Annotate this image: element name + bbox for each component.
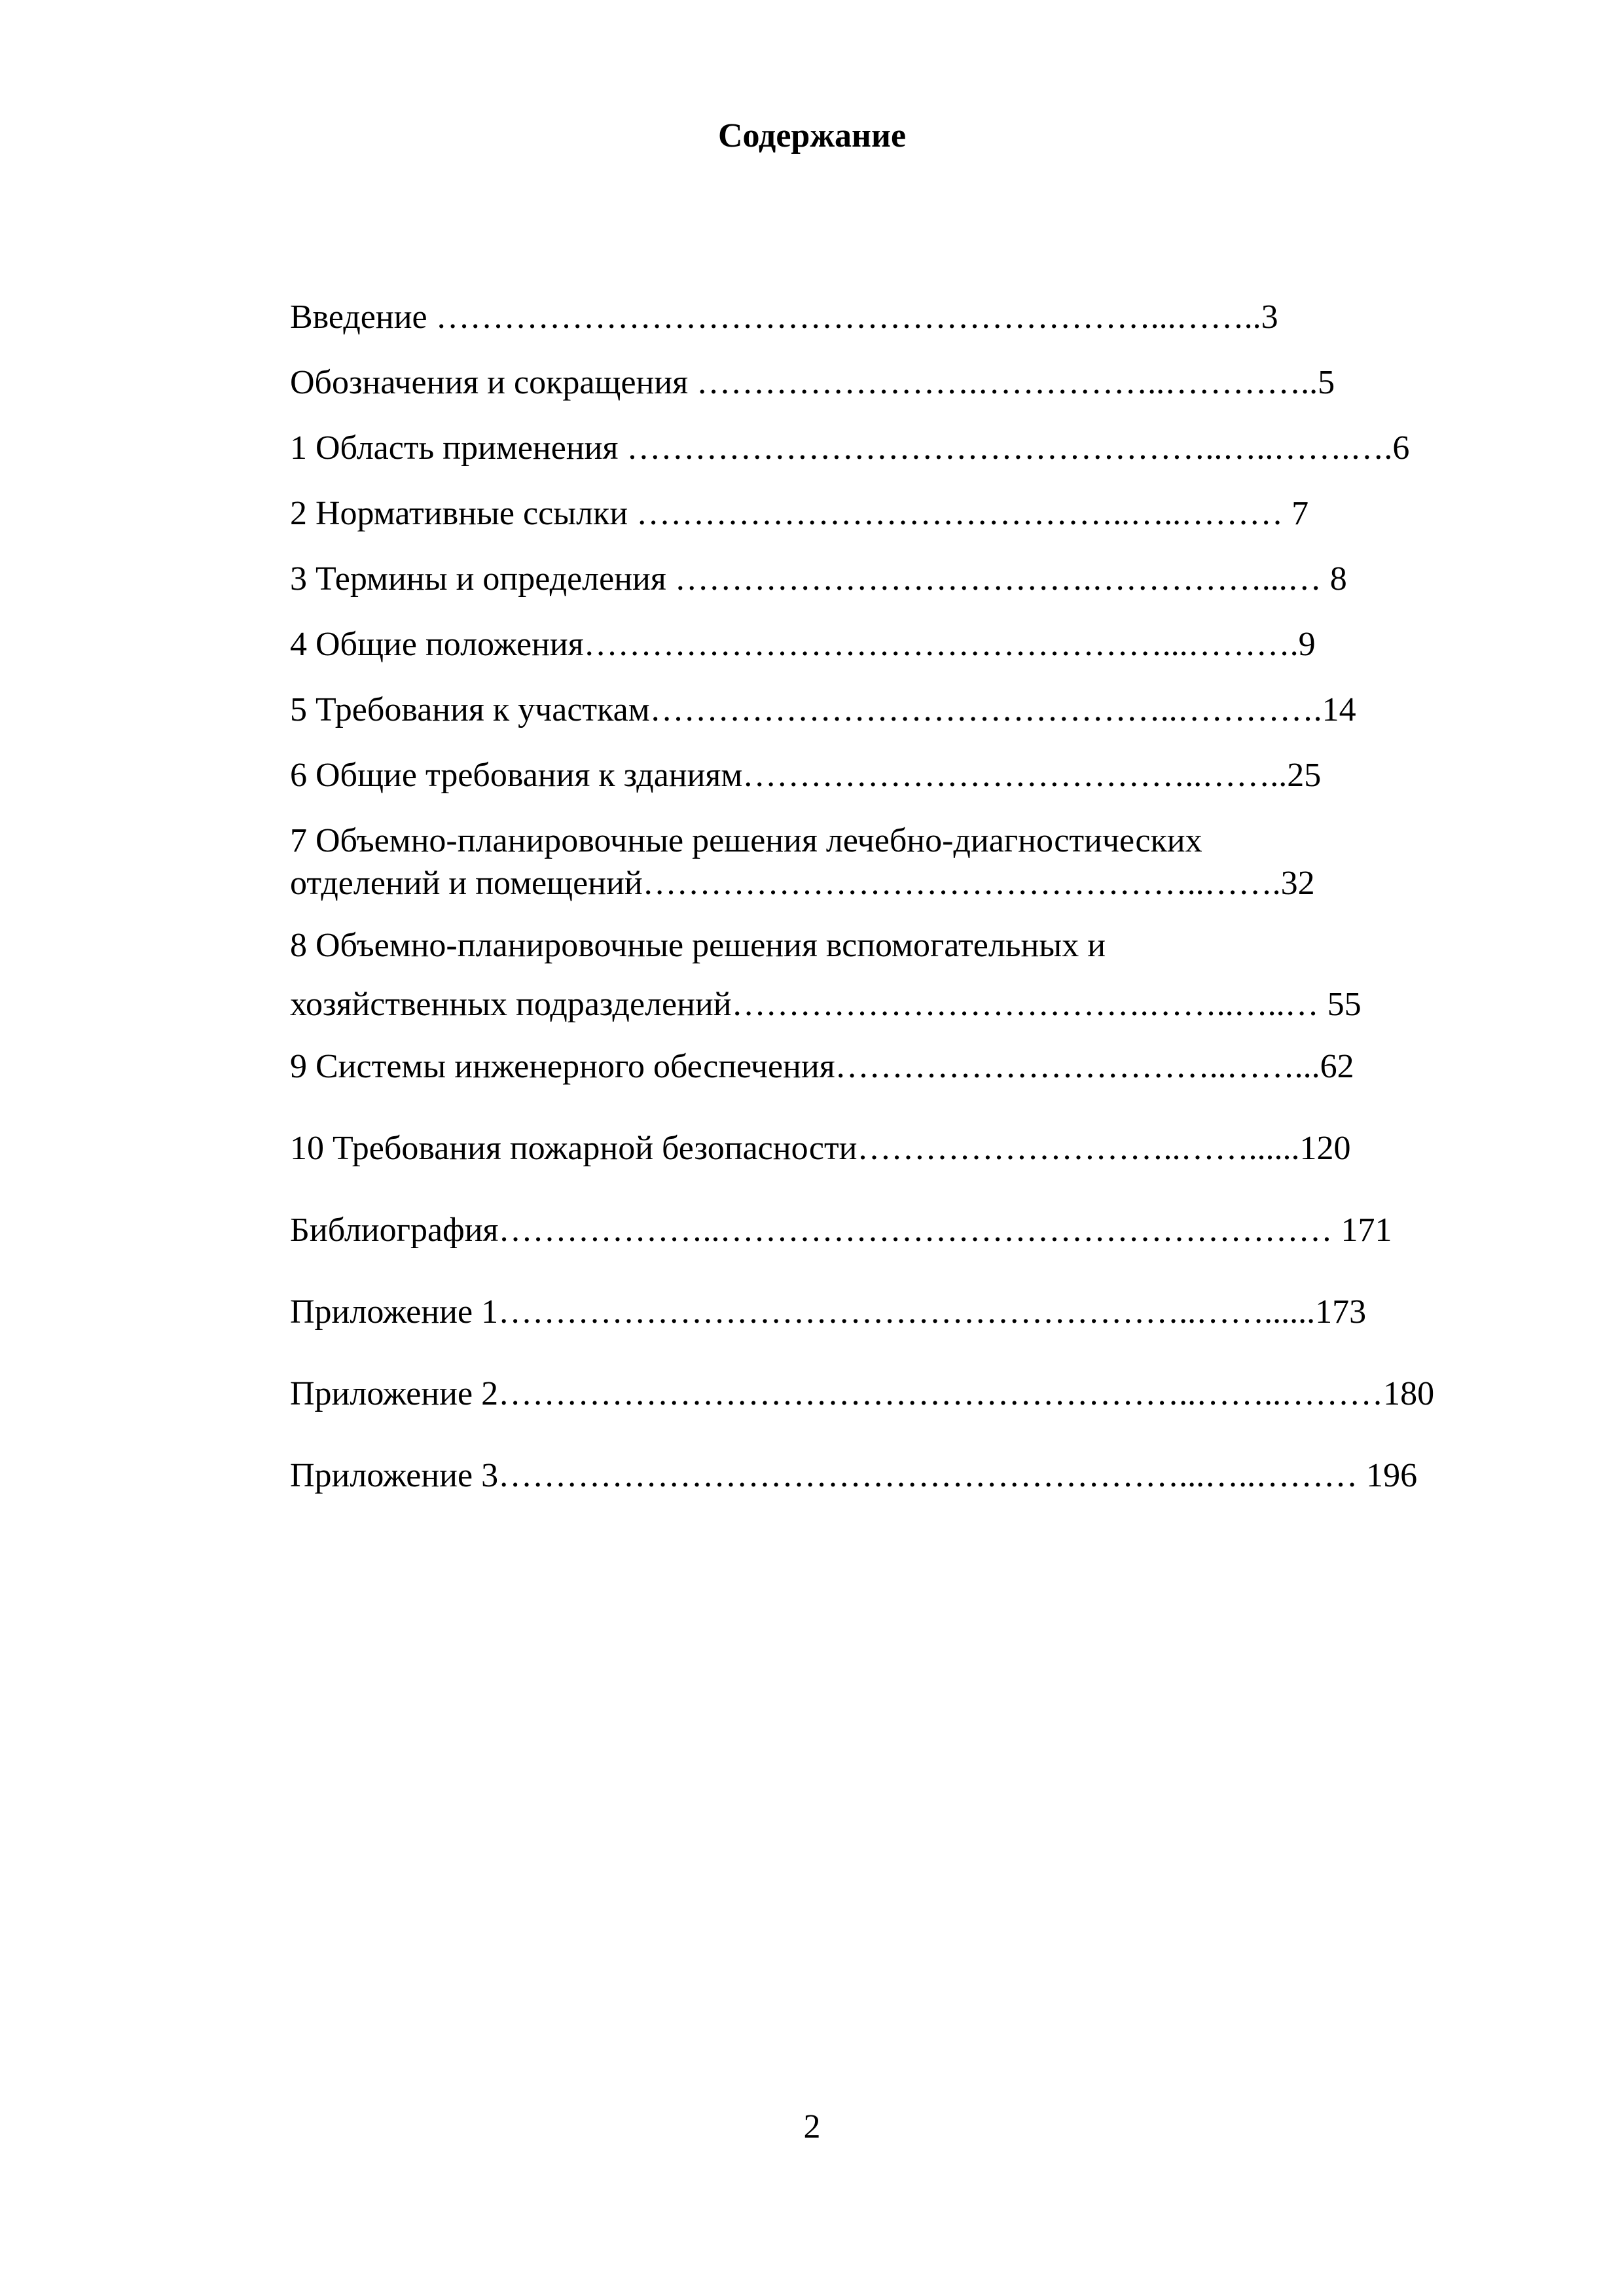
toc-entry-fire-safety [290, 1129, 1351, 1168]
page-title: Содержание [717, 117, 907, 154]
toc-entry-title: Библиография [290, 1211, 499, 1249]
toc-entry-auxiliary-units-line1 [290, 926, 1106, 965]
toc-entry-title: 8 Объемно-планировочные решения вспомогательных и [290, 927, 1106, 964]
toc-page-number: 14 [1322, 691, 1356, 728]
toc-entry-title: 6 Общие требования к зданиям [290, 757, 743, 794]
toc-dot-leader: ……………………………………………………..……...... [498, 1293, 1316, 1331]
toc-dot-leader: ………………..……………………………………………… [498, 1211, 1341, 1249]
toc-dot-leader: ………………………………………..…………. [649, 691, 1322, 728]
toc-dot-leader: ……………………………..……... [835, 1048, 1320, 1085]
toc-entry-title: 10 Требования пожарной безопасности [290, 1130, 857, 1167]
toc-dot-leader: ……………………………………………………..……..……… [498, 1375, 1384, 1412]
toc-page-number: 25 [1287, 757, 1322, 794]
toc-entry-title: Введение [290, 298, 436, 336]
toc-entry-appendix-1 [290, 1293, 1366, 1332]
toc-entry-auxiliary-units-line2 [290, 985, 1362, 1024]
toc-entry-title: 9 Системы инженерного обеспечения [290, 1048, 835, 1085]
toc-page-number: 196 [1366, 1457, 1418, 1494]
toc-entry-title: Приложение 3 [290, 1457, 499, 1494]
toc-entry-diagnostic-departments-line1 [290, 821, 1202, 861]
toc-page-number: 7 [1291, 495, 1309, 532]
toc-entry-introduction [290, 298, 1278, 337]
toc-entry-title: отделений и помещений [290, 865, 643, 902]
toc-entry-normative-references [290, 494, 1308, 533]
toc-page-number: 120 [1299, 1130, 1351, 1167]
toc-entry-title: хозяйственных подразделений [290, 986, 732, 1023]
toc-dot-leader: ……………………………………………..…..…….…. [626, 429, 1393, 467]
toc-entry-title: 4 Общие положения [290, 626, 584, 663]
toc-dot-leader: …………………………………………..……. [642, 865, 1281, 902]
toc-page-number: 6 [1392, 429, 1410, 467]
toc-dot-leader: ……………………………………………...………. [583, 626, 1299, 663]
toc-dot-leader: ……………………………….……..…..… [731, 986, 1327, 1023]
toc-page-number: 180 [1383, 1375, 1435, 1412]
toc-page-number: 55 [1327, 986, 1362, 1023]
toc-dot-leader: ……………………………….……………...… [674, 560, 1330, 598]
toc-entry-scope [290, 429, 1409, 468]
toc-page-number: 171 [1341, 1211, 1392, 1249]
toc-dot-leader: ……………………………………..…..……… [636, 495, 1292, 532]
toc-entry-title: Приложение 1 [290, 1293, 499, 1331]
toc-dot-leader: ………………………………………………………...…….. [435, 298, 1261, 336]
toc-entry-title: 5 Требования к участкам [290, 691, 650, 728]
toc-entry-title: 7 Объемно-планировочные решения лечебно-диагностических [290, 822, 1202, 859]
toc-entry-abbreviations [290, 363, 1335, 403]
toc-page-number: 9 [1298, 626, 1316, 663]
toc-entry-title: Обозначения и сокращения [290, 364, 697, 401]
toc-entry-title: 1 Область применения [290, 429, 627, 467]
toc-page-number: 8 [1329, 560, 1347, 598]
toc-entry-site-requirements [290, 691, 1356, 730]
toc-page-number: 3 [1261, 298, 1278, 336]
toc-entry-bibliography [290, 1211, 1392, 1250]
toc-dot-leader: …………………………………..…….. [742, 757, 1288, 794]
toc-entry-title: 2 Нормативные ссылки [290, 495, 637, 532]
toc-entry-title: 3 Термины и определения [290, 560, 675, 598]
toc-entry-terms [290, 560, 1347, 599]
toc-dot-leader: ………………………..……...... [857, 1130, 1300, 1167]
toc-dot-leader: ……………………………………………………...…..……… [498, 1457, 1367, 1494]
toc-entry-appendix-3 [290, 1456, 1417, 1496]
toc-dot-leader: …………………….……………..………….. [696, 364, 1318, 401]
toc-page-number: 32 [1280, 865, 1315, 902]
toc-entry-diagnostic-departments-line2 [290, 864, 1315, 903]
toc-entry-engineering-systems [290, 1047, 1354, 1086]
toc-page-number: 62 [1320, 1048, 1354, 1085]
page-number: 2 [803, 2108, 821, 2145]
toc-entry-title: Приложение 2 [290, 1375, 499, 1412]
toc-entry-general-provisions [290, 625, 1316, 664]
toc-entry-building-requirements [290, 756, 1321, 795]
toc-entry-appendix-2 [290, 1374, 1434, 1414]
toc-page-number: 173 [1315, 1293, 1367, 1331]
toc-page-number: 5 [1318, 364, 1335, 401]
